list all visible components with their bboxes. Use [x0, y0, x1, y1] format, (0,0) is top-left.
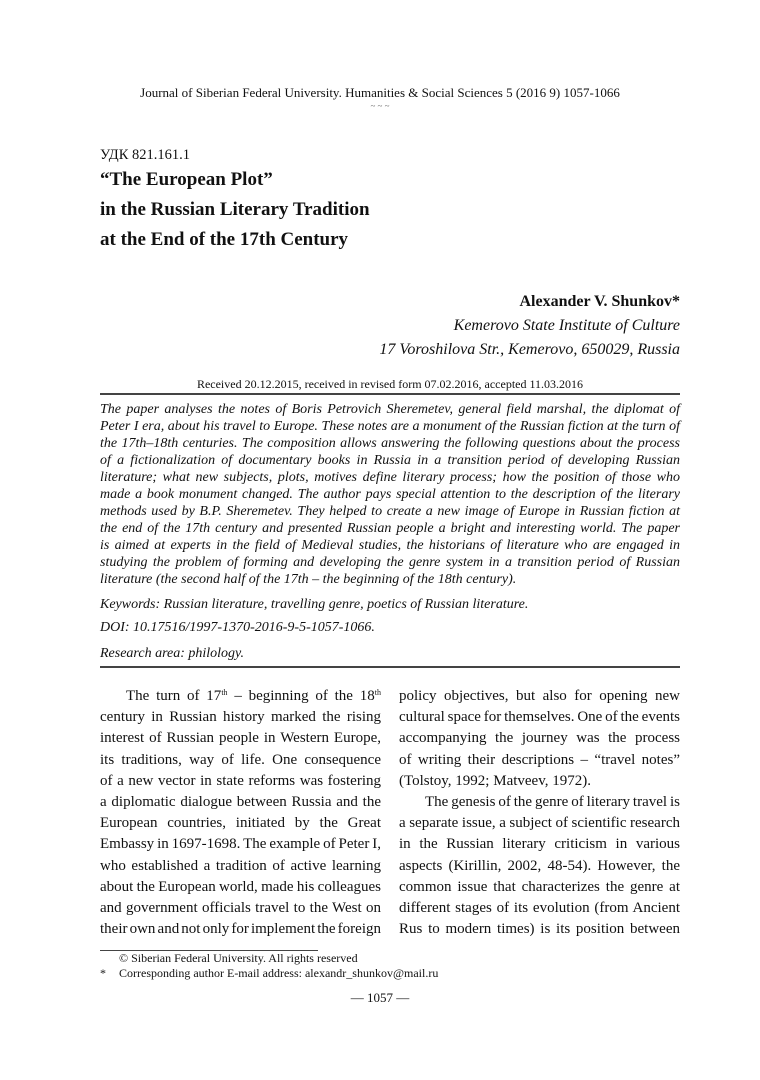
body-column-left	[100, 686, 381, 940]
body-line: European countries, initiated by the Great	[100, 815, 381, 832]
body-line: accompanying the journey was the process	[399, 730, 680, 747]
body-line: interest of Russian people in Western Europe,	[100, 730, 381, 747]
abstract-line: literature; what new subjects, plots, motives define literary process; how the position of those who	[100, 470, 680, 485]
header-ornament: ~ ~ ~	[370, 101, 390, 111]
body-line: about the European world, made his colleagues	[100, 878, 381, 895]
doi: DOI: 10.17516/1997-1370-2016-9-5-1057-1066.	[100, 620, 375, 635]
abstract-line: methods used by B.P. Sheremetev. They helped to create a new image of Europe in Russian fiction at	[100, 504, 680, 519]
abstract-line: is aimed at experts in the field of Medieval studies, the historians of literature who are engaged in	[100, 538, 680, 553]
research-area: Research area: philology.	[100, 646, 244, 661]
body-line: a separate issue, a subject of scientific research	[399, 815, 680, 832]
keywords: Keywords: Russian literature, travelling genre, poetics of Russian literature.	[100, 597, 529, 612]
page-number: — 1057 —	[350, 990, 410, 1005]
author-name: Alexander V. Shunkov*	[519, 293, 680, 310]
divider	[100, 666, 680, 668]
body-line: cultural space for themselves. One of the events	[399, 709, 680, 726]
body-line: (Tolstoy, 1992; Matveev, 1972).	[399, 772, 591, 789]
body-line: common issue that characterizes the genre at	[399, 878, 680, 895]
title-line: at the End of the 17th Century	[100, 229, 349, 250]
title-line: in the Russian Literary Tradition	[100, 199, 370, 220]
abstract-line: the end of the 17th century and presented Russian people a bright and interesting world. The paper	[100, 521, 680, 536]
body-line: in the Russian literary criticism in various	[399, 836, 680, 853]
body-line: Embassy in 1697-1698. The example of Peter I,	[100, 836, 381, 853]
divider	[100, 393, 680, 395]
body-line	[100, 686, 381, 707]
copyright-note: © Siberian Federal University. All rights reserved	[119, 951, 358, 965]
body-line: their own and not only for implement the foreign	[100, 921, 381, 938]
body-line: its traditions, way of life. One consequence	[100, 751, 381, 768]
abstract-line: studying the problem of forming and developing the genre system in a transition period of Russian	[100, 555, 680, 570]
author-block	[379, 290, 680, 362]
abstract-line: Peter I era, about his travel to Europe. These notes are a monument of the Russian fiction at the turn of	[100, 419, 680, 434]
body-line: who established a tradition of active learning	[100, 857, 381, 874]
text: The turn of 17	[126, 688, 222, 704]
paper-title	[100, 165, 370, 255]
author-institution: Kemerovo State Institute of Culture	[453, 317, 680, 334]
body-line: a diplomatic dialogue between Russia and the	[100, 794, 381, 811]
body-line: Rus to modern times) is its position between	[399, 921, 680, 938]
body-line: and government officials travel to the West on	[100, 900, 381, 917]
text: – beginning of the 18	[227, 688, 375, 704]
journal-header: Journal of Siberian Federal University. Humanities & Social Sciences 5 (2016 9) 1057-1066	[140, 85, 620, 100]
author-address: 17 Voroshilova Str., Kemerovo, 650029, Russia	[379, 341, 680, 358]
udk-code: УДК 821.161.1	[100, 147, 190, 163]
body-line: different stages of its evolution (from Ancient	[399, 900, 680, 917]
body-line: aspects (Kirillin, 2002, 48-54). However, the	[399, 857, 680, 874]
abstract-line: of a fictionalization of documentary books in Russia in a transition period of developing Russian	[100, 453, 680, 468]
body-line: century in Russian history marked the rising	[100, 709, 381, 726]
corresponding-author-note: Corresponding author E-mail address: alexandr_shunkov@mail.ru	[119, 966, 439, 980]
superscript: th	[221, 688, 228, 697]
abstract-line: The paper analyses the notes of Boris Petrovich Sheremetev, general field marshal, the diplomat of	[100, 402, 680, 417]
footnote-marker: *	[100, 966, 106, 980]
body-line: The genesis of the genre of literary travel is	[425, 794, 680, 811]
superscript: th	[374, 688, 381, 697]
title-line: “The European Plot”	[100, 169, 273, 190]
abstract-line: the 17th–18th centuries. The composition allows answering the following questions about the process	[100, 436, 680, 451]
body-line: policy objectives, but also for opening new	[399, 688, 680, 704]
abstract	[100, 401, 680, 588]
body-line: of writing their descriptions – “travel notes”	[399, 751, 680, 768]
abstract-line: made a book monument changed. The author pays special attention to the description of the literary	[100, 487, 680, 502]
body-line: of a new vector in state reforms was fostering	[100, 772, 381, 789]
body-column-right	[399, 686, 680, 940]
received-dates: Received 20.12.2015, received in revised form 07.02.2016, accepted 11.03.2016	[196, 377, 584, 391]
abstract-line: literature (the second half of the 17th – the beginning of the 18th century).	[100, 572, 517, 587]
